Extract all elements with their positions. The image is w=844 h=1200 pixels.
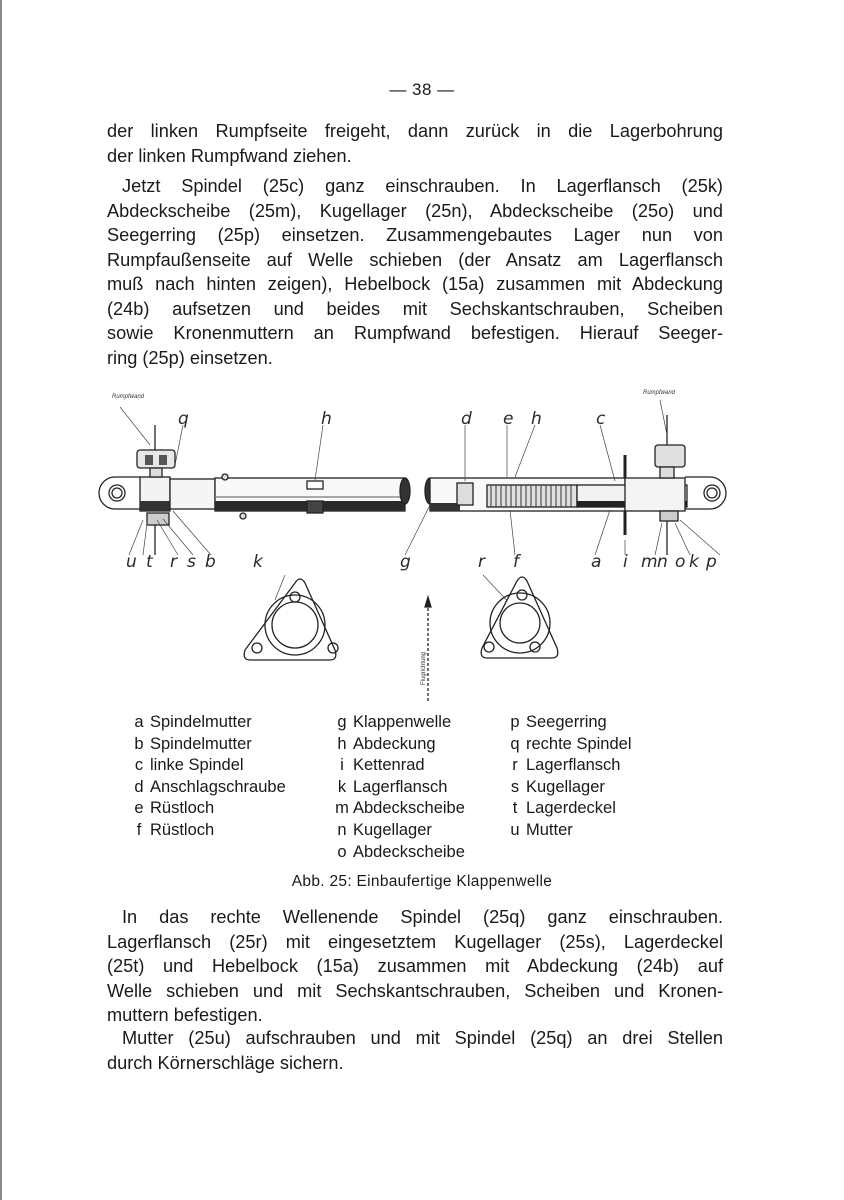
text-line: Lagerflansch (25r) mit eingesetztem Kugellager (25s), Lagerdeckel — [107, 931, 723, 952]
wall-label-right: Rumpfwand — [643, 390, 676, 396]
legend-item: q rechte Spindel — [510, 734, 632, 753]
flight-direction-label: Flugrichtung — [421, 651, 427, 685]
text-line: sowie Kronenmuttern an Rumpfwand befestigen. Hierauf Seeger- — [107, 323, 723, 343]
text-line: muttern befestigen. — [107, 1005, 263, 1025]
callout-o: o — [675, 552, 686, 572]
callout-c: c — [596, 409, 606, 429]
callout-f: f — [513, 552, 519, 572]
callout-b: b — [205, 552, 216, 572]
callout-e: e — [503, 409, 514, 429]
legend-item: d Anschlagschraube — [134, 777, 286, 796]
callout-d: d — [461, 409, 472, 429]
legend-item: t Lagerdeckel — [512, 799, 616, 818]
text-line: (25t) und Hebelbock (15a) zusammen mit Abdeckung (24b) auf — [107, 956, 723, 976]
callout-t: t — [146, 552, 153, 572]
legend-item: o Abdeckscheibe — [337, 842, 465, 861]
paragraph-4 — [107, 1026, 723, 1075]
legend-item: b Spindelmutter — [134, 734, 252, 753]
text-line: der linken Rumpfwand ziehen. — [107, 145, 352, 166]
text-line: Abdeckscheibe (25m), Kugellager (25n), Abdeckscheibe (25o) und — [107, 200, 723, 221]
callout-g: g — [400, 552, 411, 572]
callout-n: n — [657, 552, 668, 572]
flange-left — [244, 579, 338, 660]
page-number: — 38 — — [389, 80, 455, 99]
text-line: (24b) aufsetzen und beides mit Sechskantschrauben, Scheiben — [107, 298, 723, 319]
legend-column-1 — [130, 712, 286, 842]
text-line: Mutter (25u) aufschrauben und mit Spindel (25q) an drei Stellen — [122, 1028, 723, 1048]
paragraph-3 — [107, 905, 723, 1028]
page-left-edge — [0, 0, 2, 1200]
callout-u: u — [126, 552, 137, 572]
legend-item: g Klappenwelle — [337, 713, 452, 731]
figure-caption: Abb. 25: Einbaufertige Klappenwelle — [291, 873, 553, 890]
legend-item: m Abdeckscheibe — [335, 799, 465, 818]
text-line: Rumpfaußenseite auf Welle schieben (der Ansatz am Lagerflansch — [107, 249, 723, 270]
callout-r2: r — [478, 552, 485, 572]
legend-item: k Lagerflansch — [337, 777, 448, 796]
text-line: Seegerring (25p) einsetzen. Zusammengebautes Lager nun von — [107, 225, 723, 245]
text-line: ring (25p) einsetzen. — [107, 347, 273, 368]
callout-i: i — [623, 552, 628, 572]
callout-k: k — [253, 552, 263, 572]
paragraph-1 — [107, 119, 723, 168]
text-line: Welle schieben und mit Sechskantschrauben, Scheiben und Kronen- — [107, 980, 723, 1001]
legend-item: p Seegerring — [510, 713, 607, 731]
legend-item: f Rüstloch — [136, 820, 215, 839]
text-line: Jetzt Spindel (25c) ganz einschrauben. In Lagerflansch (25k) — [122, 176, 723, 196]
paragraph-2 — [107, 174, 723, 370]
flange-right — [481, 577, 558, 658]
legend-item: s Kugellager — [510, 777, 605, 796]
legend-item: u Mutter — [510, 820, 573, 839]
legend-item: r Lagerflansch — [512, 756, 621, 775]
text-line: muß nach hinten zeigen), Hebelbock (15a) zusammen mit Abdeckung — [107, 274, 723, 294]
shaft-drawing — [95, 385, 740, 715]
text-line: der linken Rumpfseite freigeht, dann zurück in die Lagerbohrung — [107, 121, 723, 141]
legend-column-2 — [333, 712, 465, 863]
callout-m: m — [641, 552, 658, 572]
legend-column-3 — [506, 712, 632, 842]
legend-item: e Rüstloch — [134, 799, 215, 818]
legend-item: c linke Spindel — [134, 756, 244, 775]
callout-p: p — [706, 552, 717, 572]
left-eye-end — [99, 477, 140, 509]
legend-item: h Abdeckung — [337, 734, 436, 753]
callout-r: r — [170, 552, 177, 572]
wall-label-left: Rumpfwand — [112, 394, 145, 400]
callout-s: s — [187, 552, 196, 572]
callout-h2: h — [531, 409, 542, 429]
text-line: In das rechte Wellenende Spindel (25q) ganz einschrauben. — [122, 907, 723, 927]
legend-item: a Spindelmutter — [134, 713, 252, 731]
callout-h: h — [321, 409, 332, 429]
callout-a: a — [591, 552, 602, 572]
figure-klappenwelle — [95, 385, 740, 715]
legend-item: i Kettenrad — [340, 756, 425, 775]
callout-q: q — [178, 409, 189, 429]
text-line: durch Körnerschläge sichern. — [107, 1052, 344, 1073]
legend-item: n Kugellager — [337, 820, 432, 839]
callout-k2: k — [689, 552, 699, 572]
